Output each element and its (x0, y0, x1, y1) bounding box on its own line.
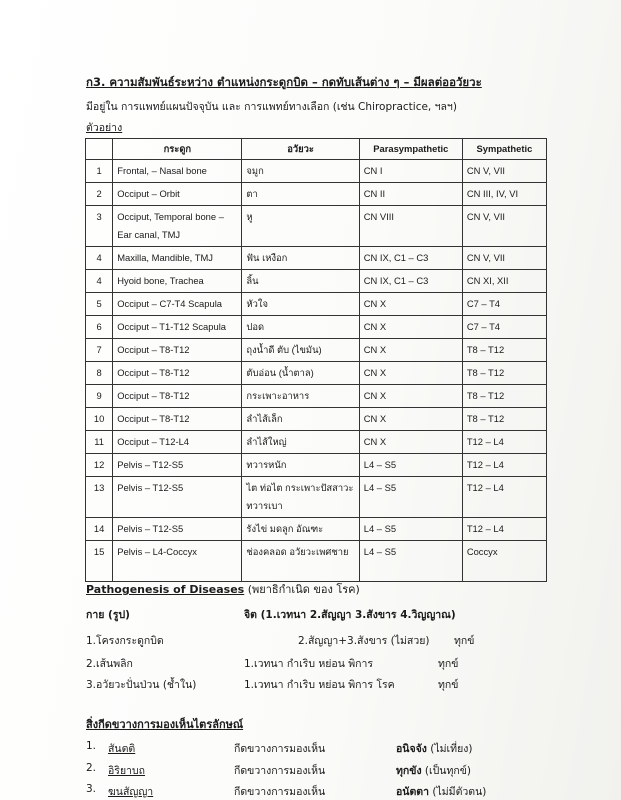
row-organ: หัวใจ (242, 293, 359, 316)
row-symp: T8 – T12 (462, 362, 546, 385)
table-row (86, 385, 547, 408)
row-organ: ช่องคลอด อวัยวะเพศชาย (242, 541, 359, 582)
pathogenesis-right: ทุกข์ (454, 635, 475, 647)
row-symp: C7 – T4 (462, 316, 546, 339)
obstacle-result-term: อนิจจัง (396, 743, 427, 755)
row-organ: ลิ้น (242, 270, 359, 293)
row-symp: CN V, VII (462, 160, 546, 183)
row-no: 2 (86, 183, 113, 206)
row-no: 1 (86, 160, 113, 183)
table-row (86, 541, 547, 582)
row-bone: Frontal, – Nasal bone (113, 160, 242, 183)
body-column-header: กาย (รูป) (86, 609, 130, 621)
row-no: 13 (86, 477, 113, 518)
obstacle-result (396, 762, 471, 779)
pathogenesis-mid: 1.เวทนา กำเริบ หย่อน พิการ (244, 658, 374, 670)
row-para: CN X (359, 293, 462, 316)
row-bone: Occiput – Orbit (113, 183, 242, 206)
row-bone: Occiput – T12-L4 (113, 431, 242, 454)
row-organ: ลำไส้ใหญ่ (242, 431, 359, 454)
row-organ: รังไข่ มดลูก อัณฑะ (242, 518, 359, 541)
row-para: CN X (359, 408, 462, 431)
pathogenesis-right: ทุกข์ (438, 658, 459, 670)
row-no: 6 (86, 316, 113, 339)
table-row (86, 362, 547, 385)
obstacle-term: สันตติ (108, 743, 136, 755)
obstacle-result (396, 740, 472, 757)
pathogenesis-title-th: (พยาธิกำเนิด ของ โรค) (244, 583, 360, 596)
row-bone: Hyoid bone, Trachea (113, 270, 242, 293)
row-symp: T12 – L4 (462, 454, 546, 477)
row-organ: ตับอ่อน (น้ำตาล) (242, 362, 359, 385)
row-bone: Occiput – T8-T12 (113, 408, 242, 431)
row-bone: Pelvis – T12-S5 (113, 454, 242, 477)
pathogenesis-left: 1.โครงกระดูกบิด (86, 635, 164, 647)
row-para: CN IX, C1 – C3 (359, 270, 462, 293)
bone-organ-table (85, 138, 547, 582)
obstacle-result-note: (เป็นทุกข์) (421, 765, 472, 777)
row-para: CN VIII (359, 206, 462, 247)
row-no: 12 (86, 454, 113, 477)
header-parasympathetic: Parasympathetic (359, 139, 462, 160)
table-row (86, 160, 547, 183)
table-row (86, 270, 547, 293)
row-symp: T12 – L4 (462, 431, 546, 454)
pathogenesis-right: ทุกข์ (438, 679, 459, 691)
row-symp: CN V, VII (462, 247, 546, 270)
row-bone: Maxilla, Mandible, TMJ (113, 247, 242, 270)
obstacle-result-note: (ไม่เที่ยง) (426, 743, 473, 755)
obstacle-desc: กีดขวางการมองเห็น (234, 743, 326, 755)
table-row (86, 293, 547, 316)
row-organ: ฟัน เหงือก (242, 247, 359, 270)
table-header-row (86, 139, 547, 160)
header-organ: อวัยวะ (242, 139, 359, 160)
row-bone: Pelvis – T12-S5 (113, 518, 242, 541)
row-para: L4 – S5 (359, 477, 462, 518)
row-bone: Occiput – T8-T12 (113, 339, 242, 362)
row-organ: ลำไส้เล็ก (242, 408, 359, 431)
pathogenesis-left: 3.อวัยวะปั่นป่วน (ช้ำใน) (86, 679, 197, 691)
row-symp: T12 – L4 (462, 477, 546, 518)
row-bone: Occiput – T8-T12 (113, 385, 242, 408)
obstacle-term: อิริยาบถ (108, 765, 146, 777)
table-row (86, 518, 547, 541)
row-no: 4 (86, 270, 113, 293)
table-row (86, 477, 547, 518)
row-organ: ปอด (242, 316, 359, 339)
row-para: CN IX, C1 – C3 (359, 247, 462, 270)
row-no: 5 (86, 293, 113, 316)
row-no: 11 (86, 431, 113, 454)
row-symp: T12 – L4 (462, 518, 546, 541)
obstacles-title: สิ่งกีดขวางการมองเห็นไตรลักษณ์ (86, 718, 244, 731)
row-symp: CN V, VII (462, 206, 546, 247)
row-no: 7 (86, 339, 113, 362)
section-heading: ก3. ความสัมพันธ์ระหว่าง ตำแหน่งกระดูกบิด – กดทับเส้นต่าง ๆ – มีผลต่ออวัยวะ (86, 75, 482, 89)
table-row (86, 339, 547, 362)
table-row (86, 206, 547, 247)
pathogenesis-mid: 2.สัญญา+3.สังขาร (ไม่สวย) (298, 635, 430, 647)
pathogenesis-title (86, 580, 360, 598)
row-para: CN X (359, 431, 462, 454)
table-row (86, 316, 547, 339)
row-para: L4 – S5 (359, 454, 462, 477)
row-para: CN X (359, 385, 462, 408)
obstacle-result-note: (ไม่มีตัวตน) (429, 786, 487, 798)
row-bone: Occiput, Temporal bone – Ear canal, TMJ (113, 206, 242, 247)
row-symp: C7 – T4 (462, 293, 546, 316)
row-bone: Pelvis – L4-Coccyx (113, 541, 242, 582)
obstacle-term: ฆนสัญญา (108, 786, 154, 798)
row-bone: Occiput – C7-T4 Scapula (113, 293, 242, 316)
header-no (86, 139, 113, 160)
table-row (86, 454, 547, 477)
row-no: 9 (86, 385, 113, 408)
pathogenesis-mid: 1.เวทนา กำเริบ หย่อน พิการ โรค (244, 679, 395, 691)
obstacle-result-term: อนัตตา (396, 786, 430, 798)
obstacle-desc: กีดขวางการมองเห็น (234, 786, 326, 798)
row-bone: Occiput – T8-T12 (113, 362, 242, 385)
example-label: ตัวอย่าง (86, 122, 123, 134)
row-no: 10 (86, 408, 113, 431)
row-organ: ถุงน้ำดี ตับ (ไขมัน) (242, 339, 359, 362)
obstacle-no: 1. (86, 740, 97, 752)
obstacle-no: 2. (86, 762, 97, 774)
row-para: CN X (359, 316, 462, 339)
pathogenesis-title-en: Pathogenesis of Diseases (86, 583, 245, 596)
table-row (86, 408, 547, 431)
table-row (86, 183, 547, 206)
section-subheading: มีอยู่ใน การแพทย์แผนปัจจุบัน และ การแพทย์ทางเลือก (เช่น Chiropractice, ฯลฯ) (86, 101, 457, 113)
row-symp: T8 – T12 (462, 339, 546, 362)
obstacle-result-term: ทุกขัง (396, 765, 422, 777)
pathogenesis-left: 2.เส้นพลิก (86, 658, 133, 670)
row-organ: จมูก (242, 160, 359, 183)
row-no: 14 (86, 518, 113, 541)
obstacle-result (396, 783, 486, 800)
row-no: 8 (86, 362, 113, 385)
row-para: CN II (359, 183, 462, 206)
row-bone: Occiput – T1-T12 Scapula (113, 316, 242, 339)
header-bone: กระดูก (113, 139, 242, 160)
row-para: CN X (359, 339, 462, 362)
obstacle-desc: กีดขวางการมองเห็น (234, 765, 326, 777)
row-symp: T8 – T12 (462, 408, 546, 431)
row-bone: Pelvis – T12-S5 (113, 477, 242, 518)
row-symp: T8 – T12 (462, 385, 546, 408)
row-no: 4 (86, 247, 113, 270)
mind-column-header: จิต (1.เวทนา 2.สัญญา 3.สังขาร 4.วิญญาณ) (244, 609, 456, 621)
row-para: L4 – S5 (359, 541, 462, 582)
row-para: CN X (359, 362, 462, 385)
row-organ: ทวารหนัก (242, 454, 359, 477)
row-organ: ไต ท่อไต กระเพาะปัสสาวะ ทวารเบา (242, 477, 359, 518)
row-organ: ตา (242, 183, 359, 206)
obstacle-no: 3. (86, 783, 97, 795)
header-sympathetic: Sympathetic (462, 139, 546, 160)
row-organ: กระเพาะอาหาร (242, 385, 359, 408)
row-symp: CN III, IV, VI (462, 183, 546, 206)
table-row (86, 247, 547, 270)
row-para: CN I (359, 160, 462, 183)
row-symp: CN XI, XII (462, 270, 546, 293)
row-organ: หู (242, 206, 359, 247)
row-symp: Coccyx (462, 541, 546, 582)
row-para: L4 – S5 (359, 518, 462, 541)
row-no: 3 (86, 206, 113, 247)
table-row (86, 431, 547, 454)
row-no: 15 (86, 541, 113, 582)
